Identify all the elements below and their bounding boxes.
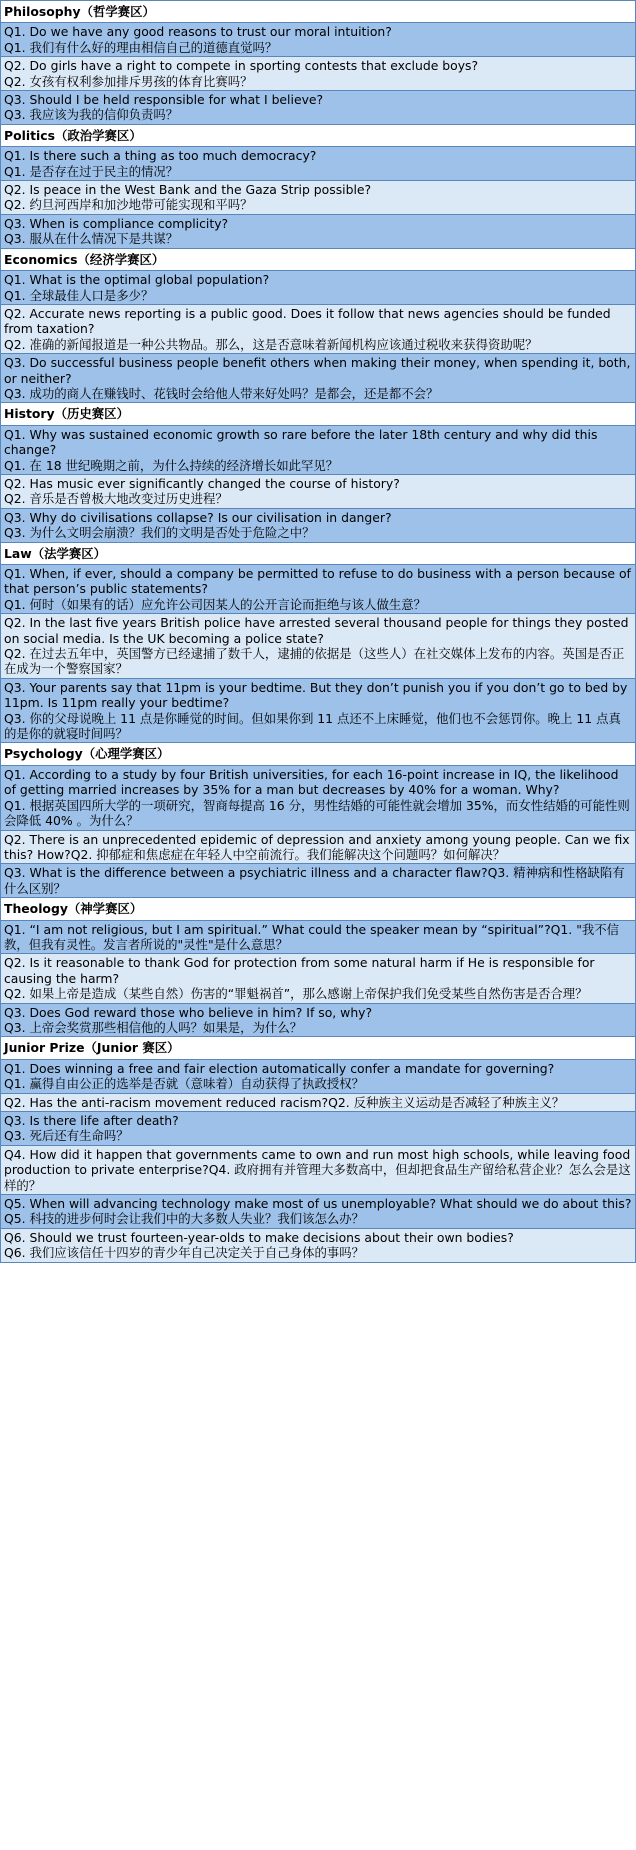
question-text: Q2. Do girls have a right to compete in sporting contests that exclude boys?: [4, 58, 479, 74]
question-row: [1, 614, 636, 679]
question-cell: [1, 181, 636, 215]
question-cell: [1, 1059, 636, 1093]
question-text: Q3. Your parents say that 11pm is your bedtime. But they don’t punish you if you don’t go to bed by 11pm. Is 11pm really your bedtime?: [4, 679, 628, 711]
question-cell: [1, 1112, 636, 1146]
question-text: Q3. When is compliance complicity?: [4, 215, 229, 231]
question-text: Q1. According to a study by four British universities, for each 16-point increase in IQ, the likelihood of getting married increases by 35% for a man but decreases by 40% for a woman. Why?: [4, 766, 619, 798]
question-row: [1, 765, 636, 830]
section-header-row: [1, 248, 636, 270]
question-row: [1, 678, 636, 743]
section-header-row: [1, 898, 636, 920]
question-row: [1, 830, 636, 864]
question-translation: Q5. 科技的进步何时会让我们中的大多数人失业？我们该怎么办？: [4, 1211, 365, 1227]
question-row: [1, 954, 636, 1003]
question-text: Q1. Why was sustained economic growth so rare before the later 18th century and why did this change?: [4, 426, 598, 458]
section-title: Junior Prize（Junior 赛区）: [1, 1037, 636, 1059]
question-cell: [1, 864, 636, 898]
question-translation: Q2. 在过去五年中，英国警方已经逮捕了数千人，逮捕的依据是（这些人）在社交媒体上发布的内容。英国是否正在成为一个警察国家？: [4, 646, 625, 677]
question-row: [1, 508, 636, 542]
question-row: [1, 1003, 636, 1037]
question-text: Q2. Has music ever significantly changed the course of history?: [4, 475, 400, 491]
question-text: Q3. Why do civilisations collapse? Is our civilisation in danger?: [4, 509, 392, 525]
question-text: Q5. When will advancing technology make most of us unemployable? What should we do about this?: [4, 1196, 632, 1212]
question-text: Q1. Is there such a thing as too much democracy?: [4, 148, 317, 164]
question-cell: [1, 1093, 636, 1111]
question-row: [1, 1195, 636, 1229]
section-title: Theology（神学赛区）: [1, 898, 636, 920]
question-text: Q1. When, if ever, should a company be permitted to refuse to do business with a person because of that person’s public statements?: [4, 566, 631, 597]
question-translation: Q1. 在 18 世纪晚期之前，为什么持续的经济增长如此罕见？: [4, 457, 339, 473]
question-cell: [1, 508, 636, 542]
question-text: Q2. Is peace in the West Bank and the Gaza Strip possible?: [4, 182, 372, 198]
question-row: [1, 23, 636, 57]
question-row: [1, 425, 636, 474]
question-translation: Q3. 服从在什么情况下是共谋？: [4, 231, 179, 247]
question-cell: [1, 57, 636, 91]
question-text: Q6. Should we trust fourteen-year-olds to make decisions about their own bodies?: [4, 1229, 514, 1245]
question-cell: [1, 565, 636, 614]
section-title: Philosophy（哲学赛区）: [1, 1, 636, 23]
question-translation: Q3. 上帝会奖赏那些相信他的人吗？如果是，为什么？: [4, 1019, 303, 1035]
question-translation: Q6. 我们应该信任十四岁的青少年自己决定关于自己身体的事吗？: [4, 1245, 365, 1261]
question-translation: Q1. 何时（如果有的话）应允许公司因某人的公开言论而拒绝与该人做生意？: [4, 596, 427, 612]
question-row: [1, 1112, 636, 1146]
question-translation: Q2. 约旦河西岸和加沙地带可能实现和平吗？: [4, 197, 253, 213]
question-cell: [1, 304, 636, 353]
section-header-row: [1, 743, 636, 765]
question-text: Q2. There is an unprecedented epidemic of depression and anxiety among young people. Can we fix this? How?Q2. 抑郁症和焦虑症在年轻人中空前流行。我们能解决这个问题吗？如何解决？: [4, 831, 630, 862]
question-cell: [1, 920, 636, 954]
question-cell: [1, 830, 636, 864]
section-header-row: [1, 1037, 636, 1059]
section-header-row: [1, 1, 636, 23]
question-text: Q2. Is it reasonable to thank God for protection from some natural harm if He is responsible for causing the harm?: [4, 955, 595, 986]
question-text: Q1. “I am not religious, but I am spiritual.” What could the speaker mean by “spiritual”?Q1. "我不信教，但我有灵性。发言者所说的"灵性"是什么意思？: [4, 921, 620, 952]
question-row: [1, 214, 636, 248]
question-row: [1, 354, 636, 403]
question-row: [1, 57, 636, 91]
question-text: Q3. What is the difference between a psychiatric illness and a character flaw?Q3. 精神病和性格缺陷有什么区别？: [4, 865, 625, 896]
question-text: Q2. Accurate news reporting is a public good. Does it follow that news agencies should be funded from taxation?: [4, 305, 611, 337]
question-text: Q2. Has the anti-racism movement reduced racism?Q2. 反种族主义运动是否减轻了种族主义？: [4, 1094, 565, 1110]
question-text: Q3. Should I be held responsible for what I believe?: [4, 92, 324, 108]
question-cell: [1, 214, 636, 248]
question-cell: [1, 1228, 636, 1262]
question-cell: [1, 614, 636, 679]
question-translation: Q3. 死后还有生命吗？: [4, 1128, 129, 1144]
question-row: [1, 1059, 636, 1093]
question-translation: Q3. 成功的商人在赚钱时、花钱时会给他人带来好处吗？是都会，还是都不会？: [4, 385, 439, 401]
question-row: [1, 565, 636, 614]
question-cell: [1, 765, 636, 830]
question-cell: [1, 354, 636, 403]
question-translation: Q3. 我应该为我的信仰负责吗？: [4, 107, 179, 123]
question-row: [1, 1093, 636, 1111]
question-cell: [1, 1003, 636, 1037]
question-translation: Q3. 为什么文明会崩溃？我们的文明是否处于危险之中？: [4, 525, 315, 541]
question-row: [1, 304, 636, 353]
question-row: [1, 91, 636, 125]
question-translation: Q2. 音乐是否曾极大地改变过历史进程？: [4, 491, 228, 507]
question-row: [1, 474, 636, 508]
question-row: [1, 864, 636, 898]
question-cell: [1, 474, 636, 508]
section-header-row: [1, 542, 636, 564]
question-cell: [1, 425, 636, 474]
section-title: Law（法学赛区）: [1, 542, 636, 564]
section-title: Politics（政治学赛区）: [1, 124, 636, 146]
question-translation: Q1. 赢得自由公正的选举是否就（意味着）自动获得了执政授权？: [4, 1076, 365, 1092]
question-cell: [1, 91, 636, 125]
question-cell: [1, 271, 636, 305]
question-row: [1, 1228, 636, 1262]
question-translation: Q2. 如果上帝是造成（某些自然）伤害的“罪魁祸首”，那么感谢上帝保护我们免受某些自然伤害是否合理？: [4, 986, 588, 1002]
question-cell: [1, 678, 636, 743]
question-translation: Q1. 根据英国四所大学的一项研究，智商每提高 16 分，男性结婚的可能性就会增加 35%，而女性结婚的可能性则会降低 40% 。为什么？: [4, 797, 630, 829]
question-cell: [1, 1145, 636, 1194]
question-translation: Q2. 准确的新闻报道是一种公共物品。那么，这是否意味着新闻机构应该通过税收来获得资助呢？: [4, 336, 538, 352]
question-translation: Q1. 是否存在过于民主的情况？: [4, 163, 179, 179]
question-text: Q3. Is there life after death?: [4, 1113, 179, 1128]
question-cell: [1, 23, 636, 57]
question-text: Q1. What is the optimal global population?: [4, 272, 270, 288]
question-row: [1, 147, 636, 181]
section-header-row: [1, 403, 636, 425]
question-text: Q2. In the last five years British police have arrested several thousand people for things they posted on social media. Is the UK becoming a police state?: [4, 615, 629, 646]
question-translation: Q3. 你的父母说晚上 11 点是你睡觉的时间。但如果你到 11 点还不上床睡觉，他们也不会惩罚你。晚上 11 点真的是你的就寝时间吗？: [4, 710, 621, 742]
question-cell: [1, 147, 636, 181]
question-translation: Q2. 女孩有权利参加排斥男孩的体育比赛吗？: [4, 73, 253, 89]
question-translation: Q1. 我们有什么好的理由相信自己的道德直觉吗？: [4, 39, 278, 55]
question-text: Q3. Does God reward those who believe in him? If so, why?: [4, 1004, 373, 1020]
question-text: Q1. Do we have any good reasons to trust our moral intuition?: [4, 24, 392, 40]
section-header-row: [1, 124, 636, 146]
question-row: [1, 920, 636, 954]
question-cell: [1, 1195, 636, 1229]
question-text: Q3. Do successful business people benefit others when making their money, when spending it, both, or neither?: [4, 355, 631, 386]
question-text: Q1. Does winning a free and fair election automatically confer a mandate for governing?: [4, 1060, 555, 1076]
question-row: [1, 271, 636, 305]
question-translation: Q1. 全球最佳人口是多少？: [4, 287, 154, 303]
section-title: Psychology（心理学赛区）: [1, 743, 636, 765]
section-title: History（历史赛区）: [1, 403, 636, 425]
section-title: Economics（经济学赛区）: [1, 248, 636, 270]
question-row: [1, 1145, 636, 1194]
question-row: [1, 181, 636, 215]
question-text: Q4. How did it happen that governments came to own and run most high schools, while leaving food production to private enterprise?Q4. 政府拥有并管理大多数高中，但却把食品生产留给私营企业？怎么会是这样的？: [4, 1146, 631, 1193]
question-cell: [1, 954, 636, 1003]
